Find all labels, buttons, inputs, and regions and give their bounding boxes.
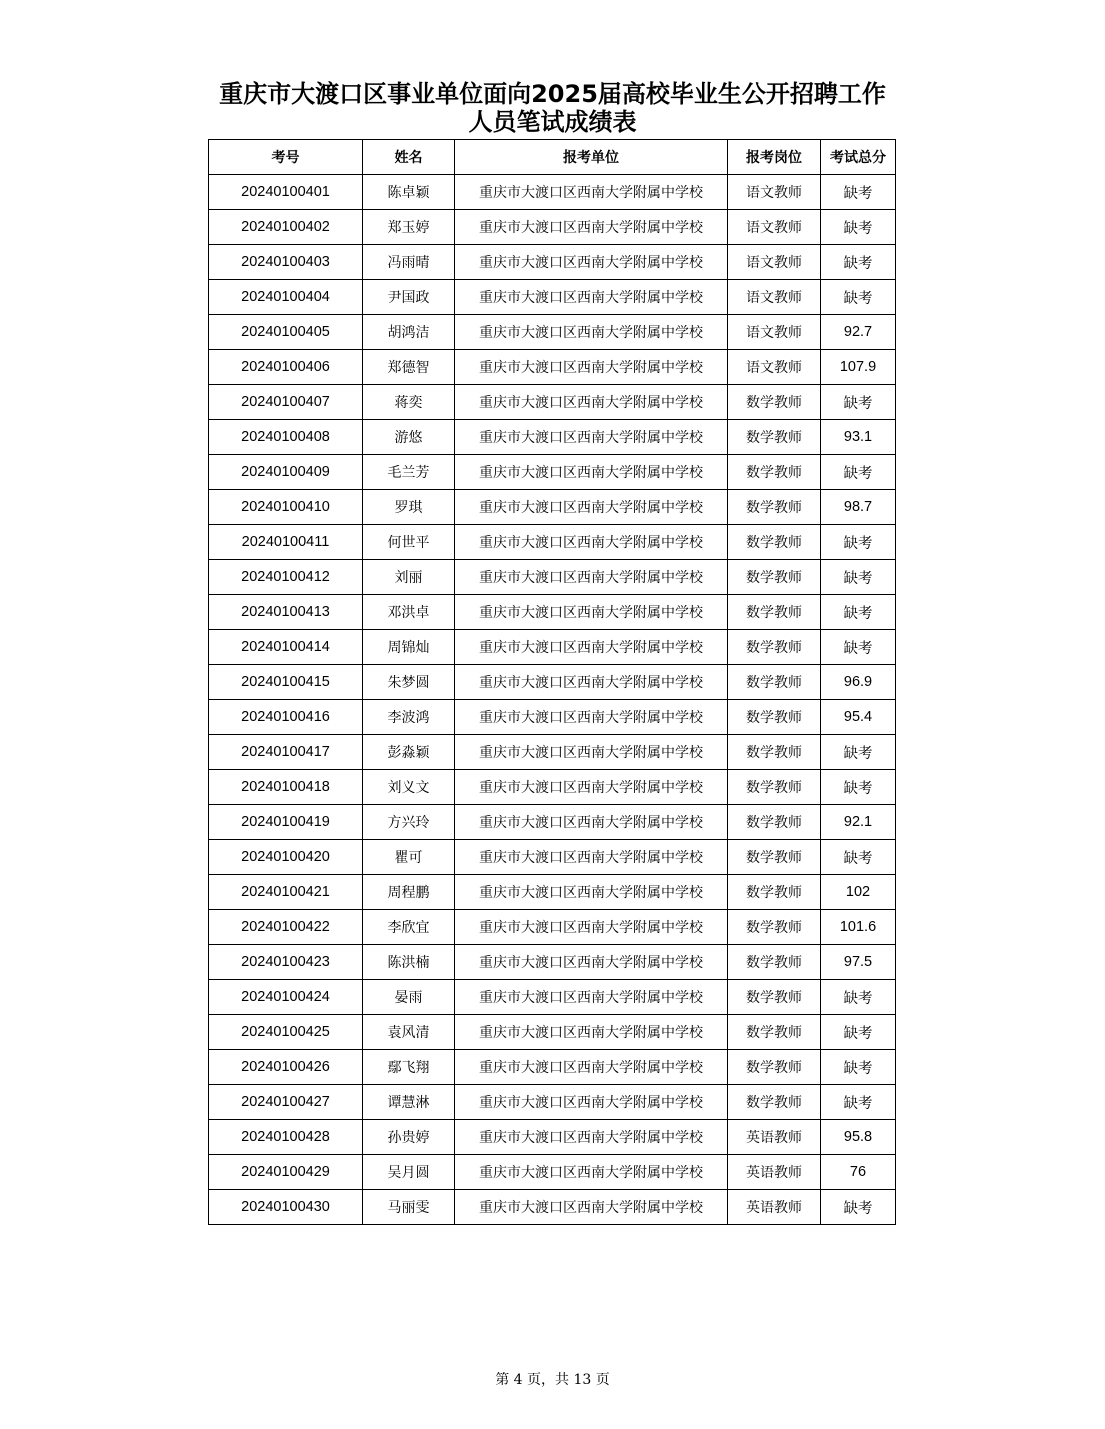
cell-name: 马丽雯 bbox=[363, 1190, 455, 1225]
cell-unit: 重庆市大渡口区西南大学附属中学校 bbox=[455, 875, 728, 910]
cell-unit: 重庆市大渡口区西南大学附属中学校 bbox=[455, 665, 728, 700]
cell-exam-id: 20240100415 bbox=[209, 665, 363, 700]
cell-total-score: 76 bbox=[821, 1155, 896, 1190]
cell-unit: 重庆市大渡口区西南大学附属中学校 bbox=[455, 560, 728, 595]
cell-total-score: 102 bbox=[821, 875, 896, 910]
table-row bbox=[209, 735, 896, 770]
cell-name: 李波鸿 bbox=[363, 700, 455, 735]
cell-exam-id: 20240100408 bbox=[209, 420, 363, 455]
table-row bbox=[209, 665, 896, 700]
table-row bbox=[209, 1050, 896, 1085]
table-row bbox=[209, 1085, 896, 1120]
cell-total-score: 缺考 bbox=[821, 560, 896, 595]
table-row bbox=[209, 910, 896, 945]
cell-unit: 重庆市大渡口区西南大学附属中学校 bbox=[455, 1050, 728, 1085]
cell-name: 郑德智 bbox=[363, 350, 455, 385]
cell-total-score: 缺考 bbox=[821, 770, 896, 805]
header-post: 报考岗位 bbox=[728, 140, 821, 175]
cell-name: 方兴玲 bbox=[363, 805, 455, 840]
cell-total-score: 缺考 bbox=[821, 175, 896, 210]
cell-name: 李欣宜 bbox=[363, 910, 455, 945]
cell-unit: 重庆市大渡口区西南大学附属中学校 bbox=[455, 210, 728, 245]
cell-unit: 重庆市大渡口区西南大学附属中学校 bbox=[455, 350, 728, 385]
table-row bbox=[209, 385, 896, 420]
table-body bbox=[209, 175, 896, 1225]
cell-name: 瞿可 bbox=[363, 840, 455, 875]
cell-name: 周程鹏 bbox=[363, 875, 455, 910]
cell-total-score: 缺考 bbox=[821, 980, 896, 1015]
cell-post: 数学教师 bbox=[728, 980, 821, 1015]
cell-total-score: 缺考 bbox=[821, 385, 896, 420]
cell-unit: 重庆市大渡口区西南大学附属中学校 bbox=[455, 805, 728, 840]
cell-exam-id: 20240100428 bbox=[209, 1120, 363, 1155]
header-total-score: 考试总分 bbox=[821, 140, 896, 175]
cell-post: 数学教师 bbox=[728, 910, 821, 945]
cell-post: 英语教师 bbox=[728, 1120, 821, 1155]
table-row bbox=[209, 210, 896, 245]
cell-post: 数学教师 bbox=[728, 665, 821, 700]
cell-exam-id: 20240100405 bbox=[209, 315, 363, 350]
cell-post: 数学教师 bbox=[728, 560, 821, 595]
cell-post: 语文教师 bbox=[728, 350, 821, 385]
cell-name: 刘丽 bbox=[363, 560, 455, 595]
cell-unit: 重庆市大渡口区西南大学附属中学校 bbox=[455, 420, 728, 455]
cell-exam-id: 20240100412 bbox=[209, 560, 363, 595]
cell-name: 何世平 bbox=[363, 525, 455, 560]
score-table bbox=[208, 139, 896, 1225]
cell-name: 胡鸿洁 bbox=[363, 315, 455, 350]
cell-exam-id: 20240100423 bbox=[209, 945, 363, 980]
cell-name: 罗琪 bbox=[363, 490, 455, 525]
table-row bbox=[209, 1190, 896, 1225]
cell-unit: 重庆市大渡口区西南大学附属中学校 bbox=[455, 840, 728, 875]
table-row bbox=[209, 840, 896, 875]
cell-name: 冯雨晴 bbox=[363, 245, 455, 280]
cell-name: 鄢飞翔 bbox=[363, 1050, 455, 1085]
cell-name: 孙贵婷 bbox=[363, 1120, 455, 1155]
cell-name: 邓洪卓 bbox=[363, 595, 455, 630]
table-row bbox=[209, 630, 896, 665]
cell-post: 英语教师 bbox=[728, 1190, 821, 1225]
page-title bbox=[0, 80, 1105, 136]
cell-unit: 重庆市大渡口区西南大学附属中学校 bbox=[455, 700, 728, 735]
table-row bbox=[209, 525, 896, 560]
table-row bbox=[209, 1155, 896, 1190]
cell-post: 语文教师 bbox=[728, 175, 821, 210]
cell-post: 数学教师 bbox=[728, 455, 821, 490]
table-row bbox=[209, 805, 896, 840]
cell-post: 数学教师 bbox=[728, 1050, 821, 1085]
table-row bbox=[209, 490, 896, 525]
cell-unit: 重庆市大渡口区西南大学附属中学校 bbox=[455, 490, 728, 525]
cell-exam-id: 20240100430 bbox=[209, 1190, 363, 1225]
cell-total-score: 缺考 bbox=[821, 525, 896, 560]
cell-total-score: 93.1 bbox=[821, 420, 896, 455]
cell-exam-id: 20240100422 bbox=[209, 910, 363, 945]
cell-post: 语文教师 bbox=[728, 280, 821, 315]
table-row bbox=[209, 945, 896, 980]
cell-exam-id: 20240100407 bbox=[209, 385, 363, 420]
cell-unit: 重庆市大渡口区西南大学附属中学校 bbox=[455, 525, 728, 560]
cell-post: 英语教师 bbox=[728, 1155, 821, 1190]
cell-unit: 重庆市大渡口区西南大学附属中学校 bbox=[455, 245, 728, 280]
cell-exam-id: 20240100418 bbox=[209, 770, 363, 805]
cell-exam-id: 20240100429 bbox=[209, 1155, 363, 1190]
table-header-row bbox=[209, 140, 896, 175]
cell-exam-id: 20240100403 bbox=[209, 245, 363, 280]
cell-total-score: 92.1 bbox=[821, 805, 896, 840]
cell-unit: 重庆市大渡口区西南大学附属中学校 bbox=[455, 280, 728, 315]
cell-total-score: 缺考 bbox=[821, 630, 896, 665]
cell-exam-id: 20240100401 bbox=[209, 175, 363, 210]
cell-unit: 重庆市大渡口区西南大学附属中学校 bbox=[455, 630, 728, 665]
cell-unit: 重庆市大渡口区西南大学附属中学校 bbox=[455, 1085, 728, 1120]
cell-total-score: 缺考 bbox=[821, 595, 896, 630]
cell-name: 袁风清 bbox=[363, 1015, 455, 1050]
cell-post: 数学教师 bbox=[728, 595, 821, 630]
cell-unit: 重庆市大渡口区西南大学附属中学校 bbox=[455, 455, 728, 490]
cell-unit: 重庆市大渡口区西南大学附属中学校 bbox=[455, 1190, 728, 1225]
cell-unit: 重庆市大渡口区西南大学附属中学校 bbox=[455, 910, 728, 945]
cell-name: 游悠 bbox=[363, 420, 455, 455]
cell-unit: 重庆市大渡口区西南大学附属中学校 bbox=[455, 1120, 728, 1155]
cell-exam-id: 20240100411 bbox=[209, 525, 363, 560]
cell-name: 吴月圆 bbox=[363, 1155, 455, 1190]
cell-exam-id: 20240100420 bbox=[209, 840, 363, 875]
cell-name: 晏雨 bbox=[363, 980, 455, 1015]
cell-unit: 重庆市大渡口区西南大学附属中学校 bbox=[455, 735, 728, 770]
header-name: 姓名 bbox=[363, 140, 455, 175]
cell-exam-id: 20240100421 bbox=[209, 875, 363, 910]
cell-total-score: 缺考 bbox=[821, 1085, 896, 1120]
cell-unit: 重庆市大渡口区西南大学附属中学校 bbox=[455, 315, 728, 350]
cell-exam-id: 20240100409 bbox=[209, 455, 363, 490]
table-row bbox=[209, 175, 896, 210]
cell-name: 彭淼颖 bbox=[363, 735, 455, 770]
cell-post: 语文教师 bbox=[728, 245, 821, 280]
cell-exam-id: 20240100404 bbox=[209, 280, 363, 315]
table-row bbox=[209, 350, 896, 385]
cell-name: 蒋奕 bbox=[363, 385, 455, 420]
table-row bbox=[209, 280, 896, 315]
cell-total-score: 97.5 bbox=[821, 945, 896, 980]
cell-total-score: 98.7 bbox=[821, 490, 896, 525]
cell-unit: 重庆市大渡口区西南大学附属中学校 bbox=[455, 980, 728, 1015]
cell-total-score: 101.6 bbox=[821, 910, 896, 945]
cell-name: 毛兰芳 bbox=[363, 455, 455, 490]
cell-name: 陈洪楠 bbox=[363, 945, 455, 980]
cell-post: 数学教师 bbox=[728, 1085, 821, 1120]
cell-total-score: 缺考 bbox=[821, 840, 896, 875]
cell-total-score: 107.9 bbox=[821, 350, 896, 385]
cell-total-score: 缺考 bbox=[821, 1190, 896, 1225]
cell-unit: 重庆市大渡口区西南大学附属中学校 bbox=[455, 175, 728, 210]
table-row bbox=[209, 315, 896, 350]
cell-total-score: 缺考 bbox=[821, 735, 896, 770]
cell-total-score: 缺考 bbox=[821, 1015, 896, 1050]
cell-post: 数学教师 bbox=[728, 700, 821, 735]
cell-unit: 重庆市大渡口区西南大学附属中学校 bbox=[455, 945, 728, 980]
cell-name: 郑玉婷 bbox=[363, 210, 455, 245]
cell-name: 刘义文 bbox=[363, 770, 455, 805]
cell-name: 朱梦圆 bbox=[363, 665, 455, 700]
cell-exam-id: 20240100425 bbox=[209, 1015, 363, 1050]
cell-total-score: 95.4 bbox=[821, 700, 896, 735]
cell-exam-id: 20240100417 bbox=[209, 735, 363, 770]
cell-exam-id: 20240100424 bbox=[209, 980, 363, 1015]
cell-unit: 重庆市大渡口区西南大学附属中学校 bbox=[455, 595, 728, 630]
cell-exam-id: 20240100419 bbox=[209, 805, 363, 840]
table-row bbox=[209, 455, 896, 490]
cell-post: 数学教师 bbox=[728, 875, 821, 910]
cell-post: 数学教师 bbox=[728, 420, 821, 455]
cell-exam-id: 20240100402 bbox=[209, 210, 363, 245]
cell-name: 尹国政 bbox=[363, 280, 455, 315]
cell-post: 语文教师 bbox=[728, 315, 821, 350]
cell-post: 数学教师 bbox=[728, 1015, 821, 1050]
cell-post: 数学教师 bbox=[728, 490, 821, 525]
title-line-2: 人员笔试成绩表 bbox=[468, 108, 637, 136]
cell-exam-id: 20240100416 bbox=[209, 700, 363, 735]
cell-name: 周锦灿 bbox=[363, 630, 455, 665]
cell-total-score: 92.7 bbox=[821, 315, 896, 350]
cell-post: 数学教师 bbox=[728, 525, 821, 560]
cell-name: 陈卓颖 bbox=[363, 175, 455, 210]
cell-total-score: 96.9 bbox=[821, 665, 896, 700]
cell-total-score: 缺考 bbox=[821, 280, 896, 315]
page-footer: 第 4 页，共 13 页 bbox=[495, 1372, 610, 1388]
cell-post: 语文教师 bbox=[728, 210, 821, 245]
cell-post: 数学教师 bbox=[728, 385, 821, 420]
table-row bbox=[209, 420, 896, 455]
cell-exam-id: 20240100413 bbox=[209, 595, 363, 630]
header-exam-id: 考号 bbox=[209, 140, 363, 175]
table-row bbox=[209, 245, 896, 280]
cell-exam-id: 20240100406 bbox=[209, 350, 363, 385]
cell-post: 数学教师 bbox=[728, 630, 821, 665]
table-row bbox=[209, 980, 896, 1015]
header-unit: 报考单位 bbox=[455, 140, 728, 175]
cell-unit: 重庆市大渡口区西南大学附属中学校 bbox=[455, 1155, 728, 1190]
table-row bbox=[209, 1120, 896, 1155]
cell-total-score: 缺考 bbox=[821, 1050, 896, 1085]
table-row bbox=[209, 770, 896, 805]
cell-total-score: 缺考 bbox=[821, 245, 896, 280]
table-row bbox=[209, 1015, 896, 1050]
cell-unit: 重庆市大渡口区西南大学附属中学校 bbox=[455, 1015, 728, 1050]
cell-exam-id: 20240100426 bbox=[209, 1050, 363, 1085]
table-row bbox=[209, 595, 896, 630]
cell-post: 数学教师 bbox=[728, 805, 821, 840]
cell-post: 数学教师 bbox=[728, 840, 821, 875]
table-row bbox=[209, 700, 896, 735]
cell-total-score: 缺考 bbox=[821, 455, 896, 490]
cell-total-score: 95.8 bbox=[821, 1120, 896, 1155]
cell-total-score: 缺考 bbox=[821, 210, 896, 245]
cell-exam-id: 20240100427 bbox=[209, 1085, 363, 1120]
cell-unit: 重庆市大渡口区西南大学附属中学校 bbox=[455, 385, 728, 420]
cell-post: 数学教师 bbox=[728, 735, 821, 770]
table-row bbox=[209, 560, 896, 595]
cell-post: 数学教师 bbox=[728, 945, 821, 980]
cell-name: 谭慧淋 bbox=[363, 1085, 455, 1120]
table-row bbox=[209, 875, 896, 910]
cell-post: 数学教师 bbox=[728, 770, 821, 805]
cell-exam-id: 20240100414 bbox=[209, 630, 363, 665]
title-line-1: 重庆市大渡口区事业单位面向2025届高校毕业生公开招聘工作 bbox=[219, 80, 886, 108]
cell-exam-id: 20240100410 bbox=[209, 490, 363, 525]
cell-unit: 重庆市大渡口区西南大学附属中学校 bbox=[455, 770, 728, 805]
